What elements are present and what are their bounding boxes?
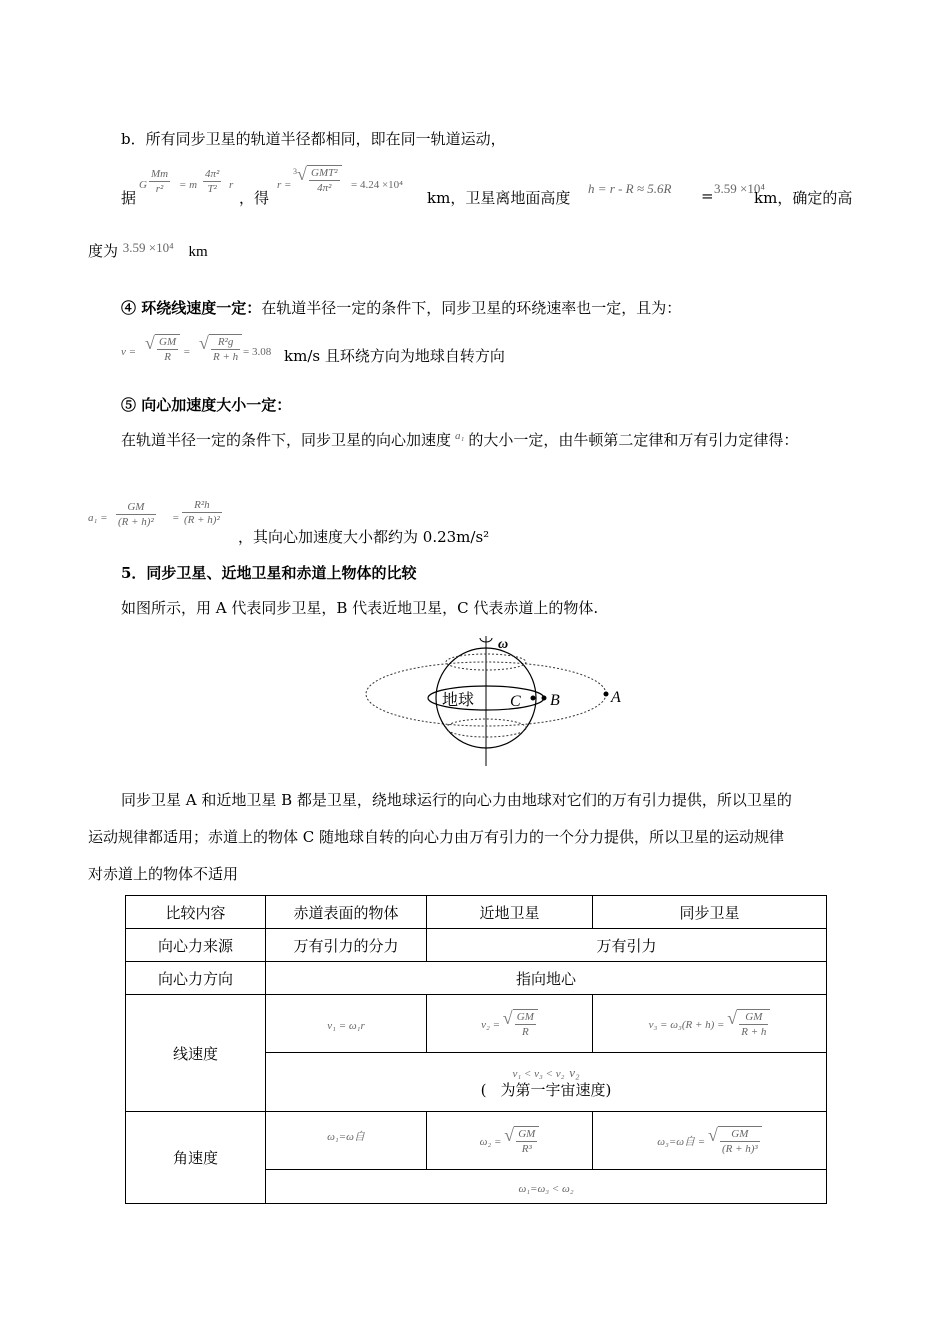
value-4-24: = 4.24 ×10⁴ [351, 179, 403, 191]
section5-title: 5．同步卫星、近地卫星和赤道上物体的比较 [121, 564, 417, 582]
value-3-59: 3.59 ×10⁴ [714, 181, 765, 196]
row-label: 线速度 [126, 995, 266, 1112]
eq-sign-3: = [172, 512, 180, 524]
table-row [126, 995, 827, 1053]
formula-r-eq: r = [277, 179, 292, 191]
table-cell: 万有引力 [427, 929, 827, 962]
angular-compare-cell: ω₁=ω₃ < ω₂ [266, 1170, 827, 1204]
para-b: b．所有同步卫星的轨道半径都相同，即在同一轨道运动， [121, 130, 506, 148]
formula-h: h = r - R ≈ 5.6R [588, 181, 672, 196]
km-determined-text: km，确定的高 [754, 189, 853, 207]
table-header-row [126, 896, 827, 929]
ju-text: 据 [121, 189, 137, 207]
a-eq: a₁ = [88, 512, 108, 524]
orbit-figure [360, 628, 626, 768]
point-C [531, 696, 536, 701]
fraction-R2h-Rh2: $\frac{\text{R²h}}{\text{(R + h)²}}$ [184, 499, 220, 526]
fraction-GM-Rh2: $\frac{GM}{\text{(R + h)²}}$ [118, 501, 154, 528]
label-A: A [611, 689, 621, 706]
label-C: C [510, 693, 521, 710]
table-cell: 万有引力的分力 [266, 929, 427, 962]
earth-label: 地球 [442, 690, 475, 709]
row-label: 角速度 [126, 1112, 266, 1204]
point-B [542, 696, 547, 701]
velocity-equation [121, 330, 721, 375]
label-B: B [550, 692, 560, 709]
compare-para-line1: 同步卫星 A 和近地卫星 B 都是卫星，绕地球运行的向心力由地球对它们的万有引力提供，所以卫星的 [121, 791, 792, 809]
km-height-text: km，卫星离地面高度 [427, 189, 571, 207]
table-header: 近地卫星 [427, 896, 593, 929]
comparison-table [125, 895, 827, 1204]
fraction-4pi2-T2: $\frac{\text{4π²}}{\text{T²}}$ [205, 168, 220, 195]
table-header: 同步卫星 [593, 896, 827, 929]
point-A [604, 692, 609, 697]
table-cell-w1: ω₁=ω自 [266, 1112, 427, 1170]
formula-r: r [229, 179, 234, 191]
height-unit: km [188, 244, 208, 260]
table-row [126, 962, 827, 995]
table-cell: 指向地心 [266, 962, 827, 995]
table-cell-w3: ω₃=ω自 = √ $\frac{GM}{\text{(R + h)³}}$ [593, 1112, 827, 1170]
eq-sign-2: = [183, 346, 191, 358]
sqrt-GM-R: √ $\frac{GM}{R}$ [155, 334, 180, 364]
fraction-Mm-r2: $\frac{Mm}{\text{r²}}$ [151, 168, 169, 195]
omega-label: ω [498, 637, 509, 652]
row-label: 向心力来源 [126, 929, 266, 962]
de-text: ，得 [239, 189, 270, 207]
v-eq: v = [121, 346, 137, 358]
row-label: 向心力方向 [126, 962, 266, 995]
item4-text: 在轨道半径一定的条件下，同步卫星的环绕速率也一定，且为： [261, 299, 682, 317]
du-wei: 度为 [88, 242, 119, 260]
cuberoot-index: 3 [293, 167, 297, 176]
table-cell-w2: ω₂ = √ $\frac{GM}{\text{R³}}$ [427, 1112, 593, 1170]
value-3-08: = 3.08 [243, 346, 272, 358]
acceleration-equation [88, 498, 688, 548]
compare-para-line2: 运动规律都适用；赤道上的物体 C 随地球自转的向心力由万有引力的一个分力提供，所以卫星的运动规律 [88, 828, 785, 846]
table-cell-v3: v₃ = ω₃(R + h) = √ $\frac{GM}{R + h}$ [593, 995, 827, 1053]
table-row [126, 1112, 827, 1170]
velocity-compare-cell: v₁ < v₃ < v₂ v₂ ( 为第一宇宙速度) [266, 1053, 827, 1112]
item4-title: ④ 环绕线速度一定： [121, 299, 262, 317]
compare-para-line3: 对赤道上的物体不适用 [88, 865, 239, 883]
table-cell-v1: v₁ = ω₁r [266, 995, 427, 1053]
table-row [126, 929, 827, 962]
a1-symbol: a₁ [455, 430, 465, 442]
cuberoot-fraction: √ $\frac{\text{GMT²}}{\text{4π²}}$ [307, 165, 342, 195]
height-line [88, 240, 208, 261]
item5-text: 在轨道半径一定的条件下，同步卫星的向心加速度 $^{a_1}$ 的大小一定，由牛顿第二定律和万有引力定律得： [121, 430, 799, 449]
sqrt-R2g-Rh: √ $\frac{\text{R²g}}{R + h}$ [209, 334, 242, 364]
table-cell-v2: v₂ = √ $\frac{GM}{R}$ [427, 995, 593, 1053]
table-header: 赤道表面的物体 [266, 896, 427, 929]
item5-title: ⑤ 向心加速度大小一定： [121, 396, 292, 414]
height-value: 3.59 ×10⁴ [122, 240, 174, 255]
formula-eq-m: = m [179, 179, 198, 191]
item4-line [121, 297, 681, 318]
section5-intro: 如图所示，用 A 代表同步卫星，B 代表近地卫星，C 代表赤道上的物体. [121, 599, 599, 617]
formula-G: G [139, 179, 147, 191]
item4-tail: km/s 且环绕方向为地球自转方向 [284, 347, 505, 365]
item5-tail: ，其向心加速度大小都约为 0.23m/s² [238, 528, 490, 546]
eq-sign: = [701, 187, 714, 205]
table-header: 比较内容 [126, 896, 266, 929]
